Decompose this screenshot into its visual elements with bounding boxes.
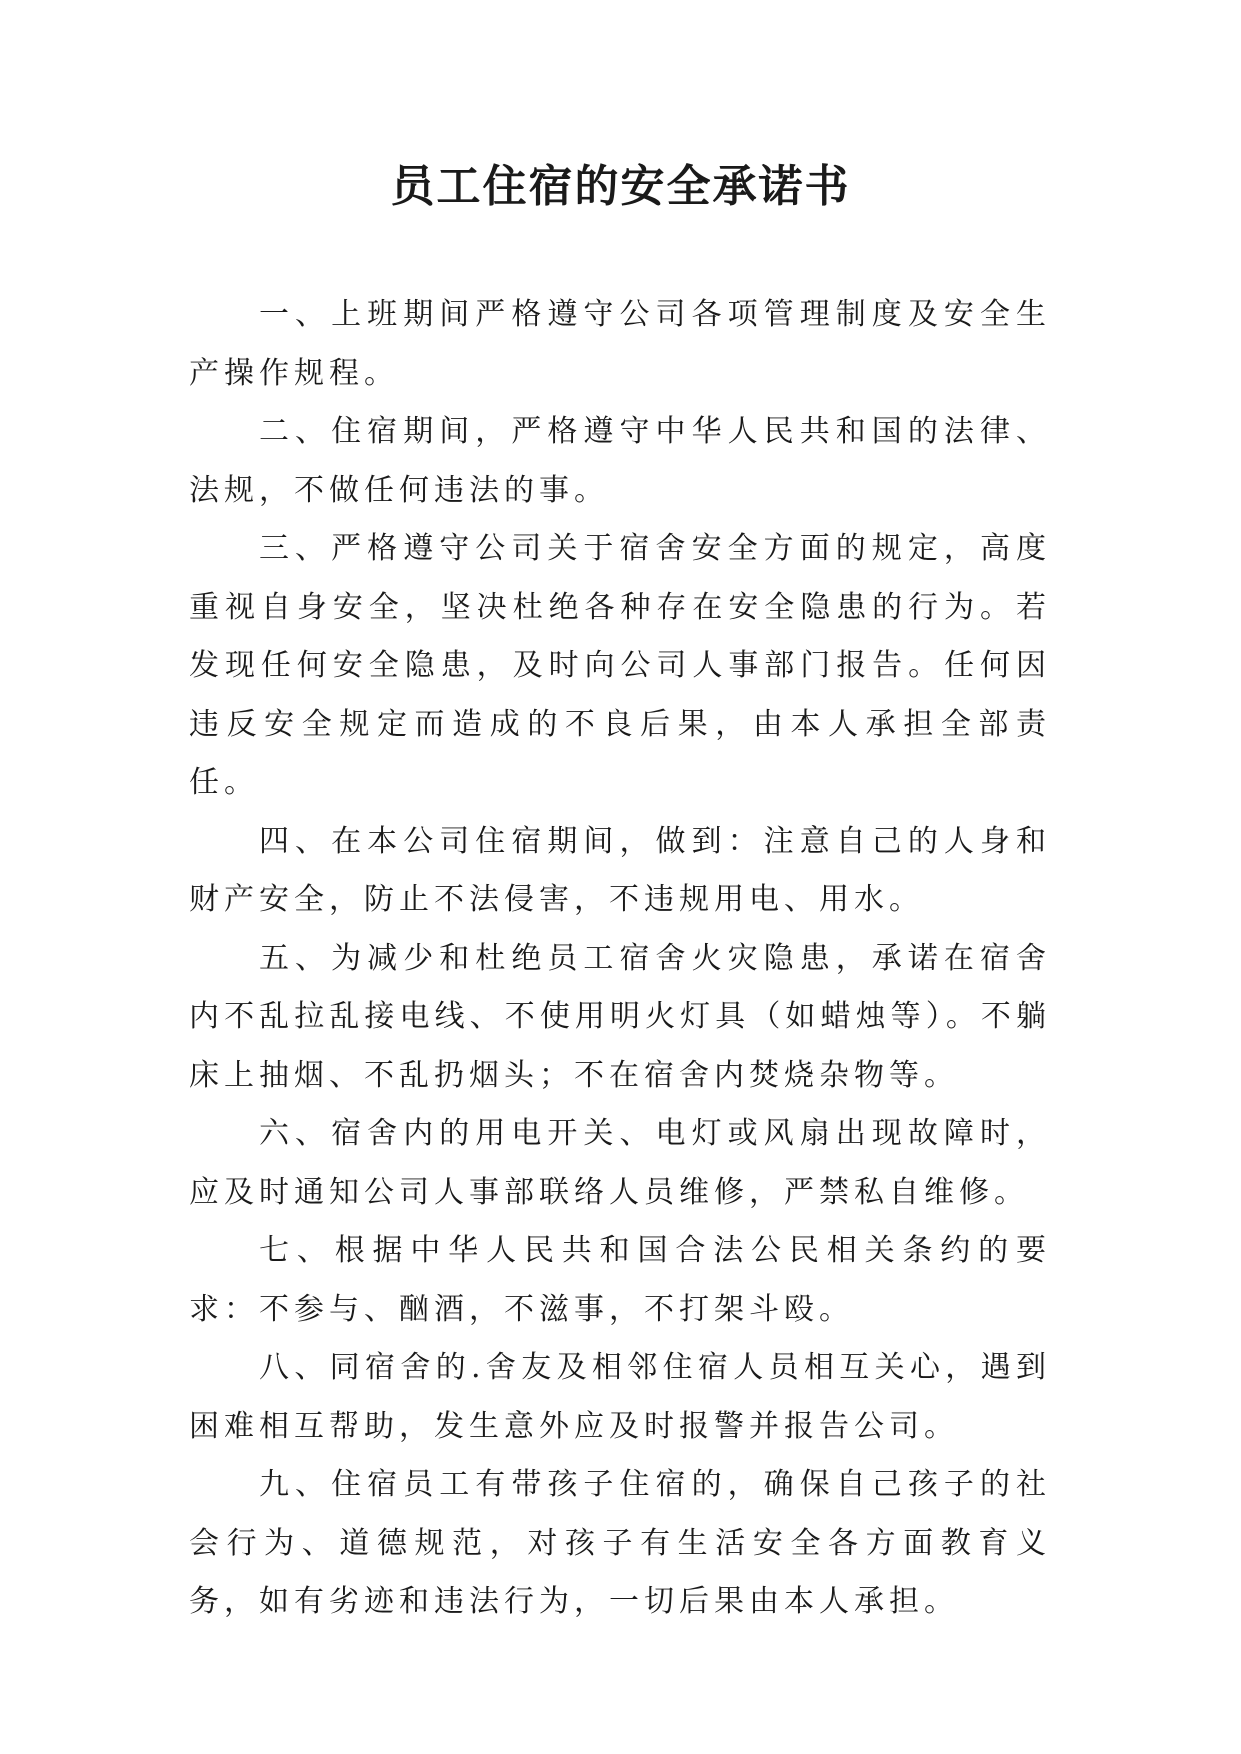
clause-7: 七、根据中华人民共和国合法公民相关条约的要求：不参与、酗酒，不滋事，不打架斗殴。 — [189, 1233, 1051, 1327]
clause-3: 三、严格遵守公司关于宿舍安全方面的规定，高度重视自身安全，坚决杜绝各种存在安全隐患的行为。若发现任何安全隐患，及时向公司人事部门报告。任何因违反安全规定而造成的不良后果，由本人承担全部责任。 — [189, 531, 1051, 800]
clause-5: 五、为减少和杜绝员工宿舍火灾隐患，承诺在宿舍内不乱拉乱接电线、不使用明火灯具（如蜡烛等）。不躺床上抽烟、不乱扔烟头；不在宿舍内焚烧杂物等。 — [189, 940, 1051, 1093]
clause-6: 六、宿舍内的用电开关、电灯或风扇出现故障时，应及时通知公司人事部联络人员维修，严禁私自维修。 — [189, 1116, 1051, 1210]
clause-2: 二、住宿期间，严格遵守中华人民共和国的法律、法规，不做任何违法的事。 — [189, 414, 1051, 508]
clause-1: 一、上班期间严格遵守公司各项管理制度及安全生产操作规程。 — [189, 297, 1051, 391]
clause-4: 四、在本公司住宿期间，做到：注意自己的人身和财产安全，防止不法侵害，不违规用电、用水。 — [189, 823, 1051, 917]
clause-9: 九、住宿员工有带孩子住宿的，确保自己孩子的社会行为、道德规范，对孩子有生活安全各方面教育义务，如有劣迹和违法行为，一切后果由本人承担。 — [189, 1467, 1051, 1619]
document-title: 员工住宿的安全承诺书 — [390, 161, 851, 212]
document-body — [189, 286, 1051, 1632]
clause-8: 八、同宿舍的.舍友及相邻住宿人员相互关心，遇到困难相互帮助，发生意外应及时报警并报告公司。 — [189, 1350, 1051, 1444]
